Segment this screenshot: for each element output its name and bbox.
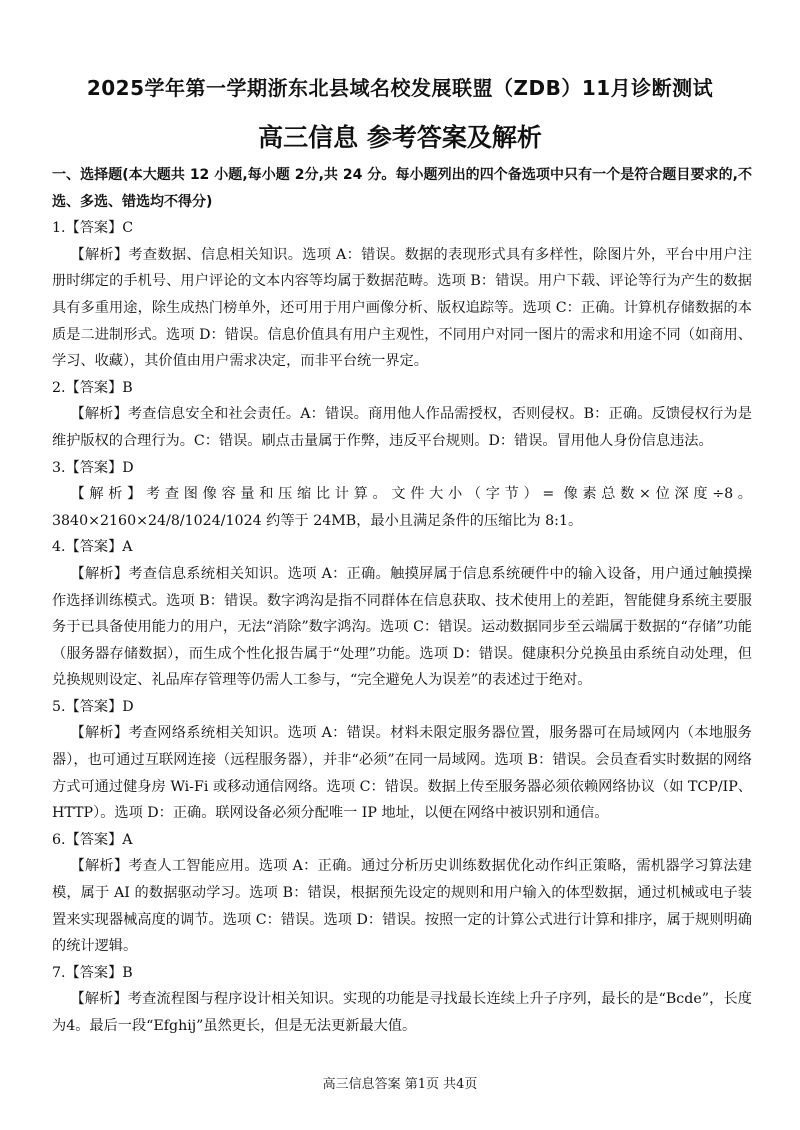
- explanation-7: 【解析】考查流程图与程序设计相关知识。实现的功能是寻找最长连续上升子序列，最长的是“Bcde”，长度为4。最后一段“Efghij”虽然更长，但是无法更新最大值。: [52, 991, 752, 1034]
- exam-title: 2025学年第一学期浙东北县域名校发展联盟（ZDB）11月诊断测试: [86, 76, 714, 100]
- explanation-1: 【解析】考查数据、信息相关知识。选项 A：错误。数据的表现形式具有多样性，除图片外，平台中用户注册时绑定的手机号、用户评论的文本内容等均属于数据范畴。选项 B：错误。用户下载、评论等行为产生的数据具有多重用途，除生成热门榜单外，还可用于用户画像分析、版权追踪等。选项 C：正确。计算机存储数据的本质是二进制形式。选项 D：错误。信息价值具有用户主观性，不同用户对同一图片的需求和用途不同（如商用、学习、收藏），其价值由用户需求决定，而非平台统一界定。: [52, 246, 752, 370]
- explanation-3: 【解析】考查图像容量和压缩比计算。文件大小（字节）= 像素总数×位深度÷8。3840×2160×24/8/1024/1024 约等于 24MB，最小且满足条件的压缩比为 8:1。: [52, 486, 752, 529]
- answer-1: 1.【答案】C: [52, 220, 134, 237]
- section-heading: 一、选择题(本大题共 12 小题,每小题 2分,共 24 分。每小题列出的四个备选项中只有一个是符合题目要求的,不选、多选、错选均不得分): [52, 167, 752, 210]
- document-subtitle: 高三信息 参考答案及解析: [258, 123, 542, 152]
- explanation-5: 【解析】考查网络系统相关知识。选项 A：错误。材料未限定服务器位置，服务器可在局域网内（本地服务器），也可通过互联网连接（远程服务器），并非“必须”在同一局域网。选项 B：错误。会员查看实时数据的网络方式可通过健身房 Wi-Fi 或移动通信网络。选项 C：错误。数据上传至服务器必须依赖网络协议（如 TCP/IP、HTTP）。选项 D：正确。联网设备必须分配唯一 IP 地址，以便在网络中被识别和通信。: [52, 725, 752, 822]
- answer-4: 4.【答案】A: [52, 539, 133, 556]
- answer-7: 7.【答案】B: [52, 964, 133, 981]
- explanation-4: 【解析】考查信息系统相关知识。选项 A：正确。触摸屏属于信息系统硬件中的输入设备，用户通过触摸操作选择训练模式。选项 B：错误。数字鸿沟是指不同群体在信息获取、技术使用上的差距，智能健身系统主要服务于已具备使用能力的用户，无法“消除”数字鸿沟。选项 C：错误。运动数据同步至云端属于数据的“存储”功能（服务器存储数据），而生成个性化报告属于“处理”功能。选项 D：错误。健康积分兑换虽由系统自动处理，但兑换规则设定、礼品库存管理等仍需人工参与，“完全避免人为误差”的表述过于绝对。: [52, 565, 752, 689]
- answer-6: 6.【答案】A: [52, 831, 133, 848]
- explanation-2: 【解析】考查信息安全和社会责任。A：错误。商用他人作品需授权，否则侵权。B：正确。反馈侵权行为是维护版权的合理行为。C：错误。刷点击量属于作弊，违反平台规则。D：错误。冒用他人身份信息违法。: [52, 406, 752, 449]
- answer-2: 2.【答案】B: [52, 379, 133, 396]
- answer-3: 3.【答案】D: [52, 459, 134, 476]
- explanation-6: 【解析】考查人工智能应用。选项 A：正确。通过分析历史训练数据优化动作纠正策略，需机器学习算法建模，属于 AI 的数据驱动学习。选项 B：错误，根据预先设定的规则和用户输入的体型数据，通过机械或电子装置来实现器械高度的调节。选项 C：错误。选项 D：错误。按照一定的计算公式进行计算和排序，属于规则明确的统计逻辑。: [52, 858, 752, 955]
- page-footer: 高三信息答案 第1页 共4页: [322, 1077, 478, 1092]
- answer-content: [52, 162, 752, 1040]
- answer-5: 5.【答案】D: [52, 698, 134, 715]
